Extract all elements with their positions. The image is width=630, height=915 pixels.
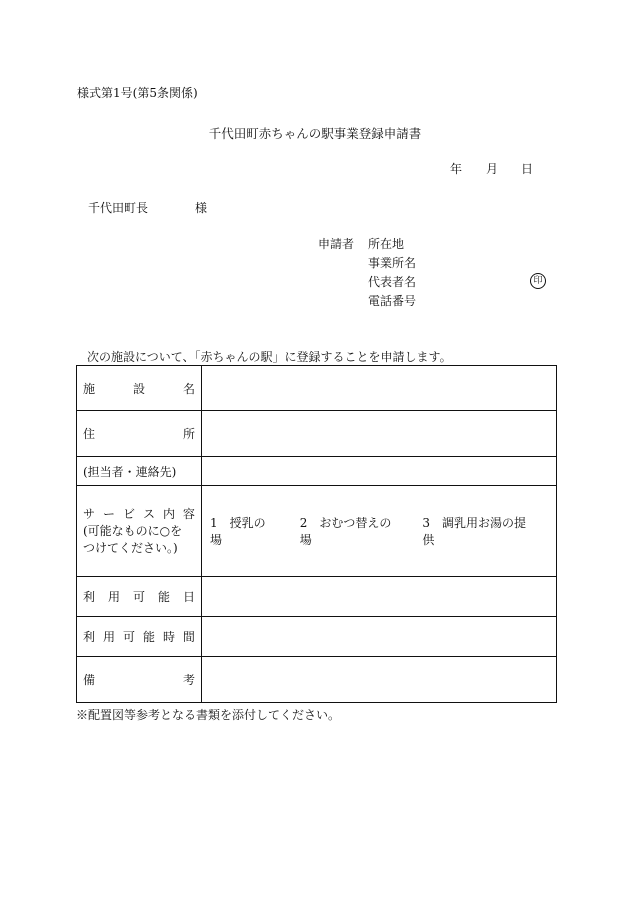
contact-label: (担当者・連絡先): [77, 457, 202, 486]
table-row: [77, 457, 557, 486]
applicant-office-label: 事業所名: [368, 256, 417, 270]
service-content-label: サ ー ビ ス 内 容 (可能なものに○を つけてください。): [77, 486, 202, 577]
remarks-field[interactable]: [202, 657, 557, 703]
available-days-field[interactable]: [202, 577, 557, 617]
table-row: [77, 486, 557, 577]
application-statement: 次の施設について、「赤ちゃんの駅」に登録することを申請します。: [87, 350, 452, 364]
address-label: 住 所: [77, 411, 202, 457]
service-option-diaper[interactable]: 2 おむつ替えの場: [299, 516, 392, 547]
service-option-nursing[interactable]: 1 授乳の場: [210, 516, 266, 547]
applicant-label: 申請者: [318, 237, 355, 251]
attachment-footnote: ※配置図等参考となる書類を添付してください。: [76, 708, 341, 722]
form-number: 様式第1号(第5条関係): [77, 86, 198, 100]
applicant-address-label: 所在地: [368, 237, 405, 251]
date-month-label: 月: [486, 162, 499, 176]
applicant-phone-label: 電話番号: [368, 294, 417, 308]
contact-field[interactable]: [202, 457, 557, 486]
addressee-honorific: 様: [195, 201, 208, 215]
service-option-hot-water[interactable]: 3 調乳用お湯の提供: [422, 516, 527, 547]
available-hours-label: 利 用 可 能 時 間: [77, 617, 202, 657]
registration-table: [76, 365, 557, 703]
table-row: [77, 577, 557, 617]
remarks-label: 備 考: [77, 657, 202, 703]
facility-name-label: 施 設 名: [77, 366, 202, 411]
available-hours-field[interactable]: [202, 617, 557, 657]
table-row: [77, 411, 557, 457]
date-year-label: 年: [450, 162, 463, 176]
addressee-name: 千代田町長: [88, 201, 149, 215]
facility-name-field[interactable]: [202, 366, 557, 411]
table-row: [77, 617, 557, 657]
table-row: [77, 366, 557, 411]
document-title: 千代田町赤ちゃんの駅事業登録申請書: [208, 126, 422, 141]
table-row: [77, 657, 557, 703]
service-options: [202, 486, 557, 577]
address-field[interactable]: [202, 411, 557, 457]
seal-mark: 印: [530, 273, 546, 289]
date-day-label: 日: [521, 162, 534, 176]
applicant-representative-label: 代表者名: [368, 275, 417, 289]
available-days-label: 利 用 可 能 日: [77, 577, 202, 617]
